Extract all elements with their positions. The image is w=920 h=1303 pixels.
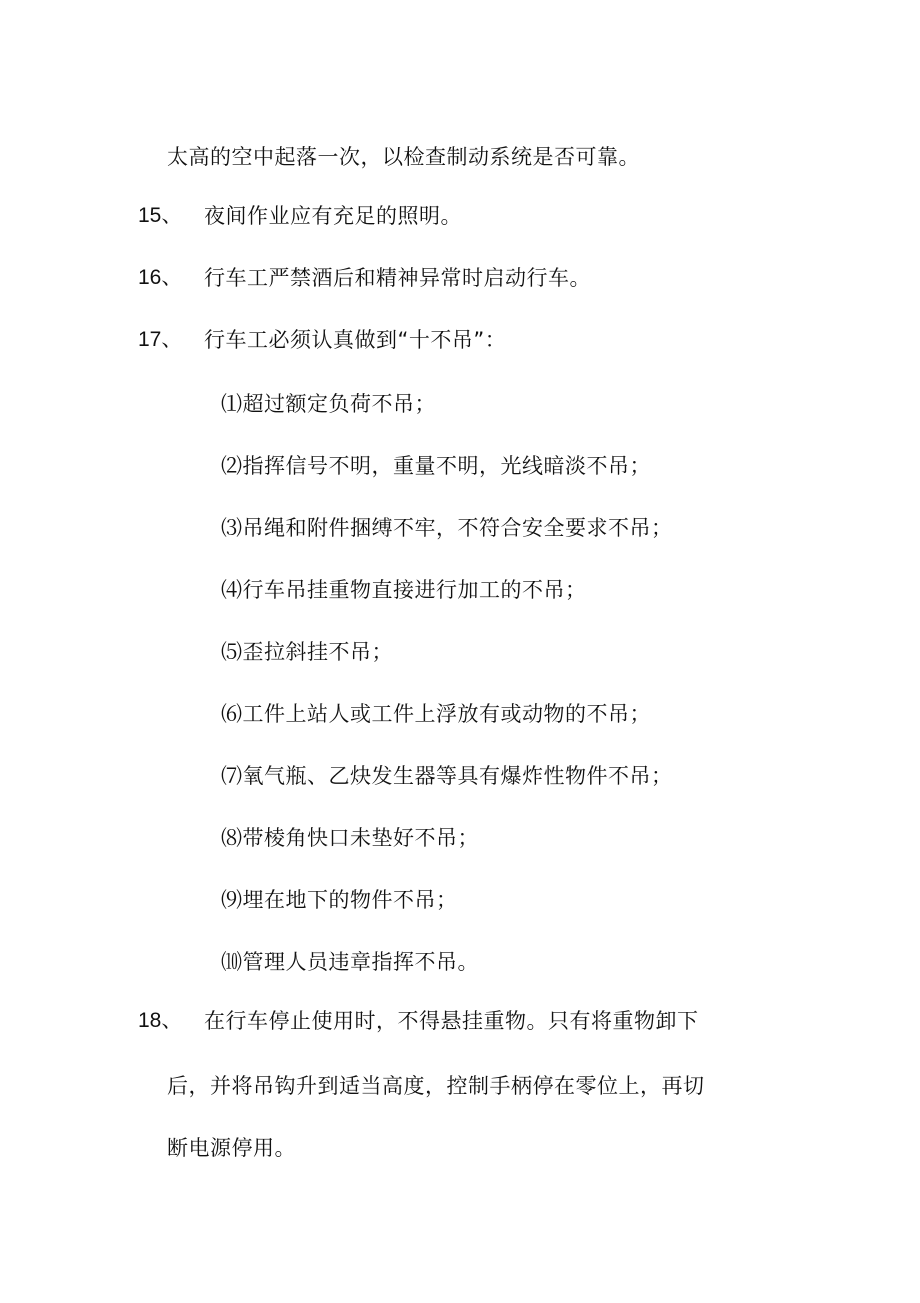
item-text-17: 行车工必须认真做到“十不吊”： (204, 328, 507, 352)
item-number-16: 16、 (138, 266, 183, 289)
item-number-15: 15、 (138, 204, 183, 227)
item-number-18: 18、 (138, 1009, 183, 1032)
ten-nots-item-7: ⑺氧气瓶、乙炔发生器等具有爆炸性物件不吊； (221, 764, 673, 788)
item-text-18-line1: 在行车停止使用时，不得悬挂重物。只有将重物卸下 (204, 1009, 699, 1033)
intro-continuation: 太高的空中起落一次，以检查制动系统是否可靠。 (167, 145, 640, 169)
ten-nots-item-3: ⑶吊绳和附件捆缚不牢，不符合安全要求不吊； (221, 516, 673, 540)
item-text-16: 行车工严禁酒后和精神异常时启动行车。 (204, 266, 591, 290)
item-text-15: 夜间作业应有充足的照明。 (204, 204, 462, 228)
item-number-17: 17、 (138, 328, 183, 351)
ten-nots-item-6: ⑹工件上站人或工件上浮放有或动物的不吊； (221, 702, 651, 726)
ten-nots-item-1: ⑴超过额定负荷不吊； (221, 392, 436, 416)
item-text-18-line2: 后，并将吊钩升到适当高度，控制手柄停在零位上，再切 (167, 1074, 705, 1098)
ten-nots-item-9: ⑼埋在地下的物件不吊； (221, 888, 458, 912)
ten-nots-item-2: ⑵指挥信号不明，重量不明，光线暗淡不吊； (221, 454, 651, 478)
ten-nots-item-5: ⑸歪拉斜挂不吊； (221, 640, 393, 664)
ten-nots-item-8: ⑻带棱角快口未垫好不吊； (221, 826, 479, 850)
item-text-18-line3: 断电源停用。 (167, 1136, 296, 1160)
ten-nots-item-4: ⑷行车吊挂重物直接进行加工的不吊； (221, 578, 587, 602)
ten-nots-item-10: ⑽管理人员违章指挥不吊。 (221, 950, 479, 974)
